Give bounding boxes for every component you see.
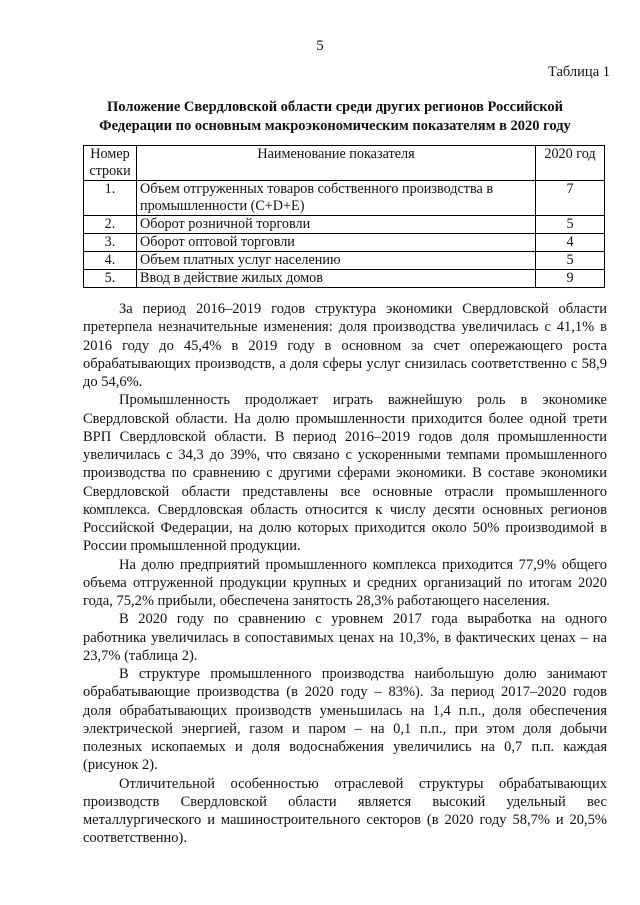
body-text xyxy=(83,300,607,848)
paragraph: За период 2016–2019 годов структура экономики Свердловской области претерпела незначительные изменения: доля производства увеличилась с 41,1% в 2016 году до 45,4% в 2019 году в основном за счет опережающего роста обрабатывающих производств, а доля сферы услуг снизилась соответственно с 58,9 до 54,6%. xyxy=(83,301,607,390)
indicator-name: Оборот розничной торговли xyxy=(137,216,536,234)
table-row xyxy=(84,216,605,234)
rank-value: 4 xyxy=(536,234,605,252)
row-number: 5. xyxy=(84,270,137,288)
paragraph: В структуре промышленного производства наибольшую долю занимают обрабатывающие производства (в 2020 году – 83%). За период 2017–2020 годов доля обрабатывающих производств уменьшилась на 1,4 п.п., доля обеспечения электрической энергией, газом и паром – на 0,1 п.п., при этом доля добычи полезных ископаемых и доля водоснабжения увеличились на 0,7 п.п. каждая (рисунок 2). xyxy=(83,666,607,774)
table-title xyxy=(60,98,610,136)
indicator-name: Оборот оптовой торговли xyxy=(137,234,536,252)
page-number: 5 xyxy=(316,38,324,54)
indicator-name: Ввод в действие жилых домов xyxy=(137,270,536,288)
rank-value: 7 xyxy=(536,181,605,216)
rank-value: 5 xyxy=(536,216,605,234)
rank-value: 5 xyxy=(536,252,605,270)
rank-value: 9 xyxy=(536,270,605,288)
table-header-row xyxy=(84,146,605,181)
table-row xyxy=(84,181,605,216)
row-number: 3. xyxy=(84,234,137,252)
header-row-number xyxy=(84,146,137,181)
table-row xyxy=(84,270,605,288)
row-number: 2. xyxy=(84,216,137,234)
header-row-number-line-2: строки xyxy=(89,163,131,179)
indicator-name: Объем платных услуг населению xyxy=(137,252,536,270)
header-indicator-name: Наименование показателя xyxy=(137,146,536,181)
paragraph: Отличительной особенностью отраслевой структуры обрабатывающих производств Свердловской области является высокий удельный вес металлургического и машиностроительного секторов (в 2020 году 58,7% и 20,5% соответственно). xyxy=(83,775,607,847)
header-row-number-line-1: Номер xyxy=(90,146,130,162)
row-number: 1. xyxy=(84,181,137,216)
indicator-name: Объем отгруженных товаров собственного производства в промышленности (C+D+E) xyxy=(137,181,536,216)
row-number: 4. xyxy=(84,252,137,270)
ranking-table xyxy=(83,145,605,288)
table-title-line-2: Федерации по основным макроэкономическим показателям в 2020 году xyxy=(99,118,571,134)
header-year: 2020 год xyxy=(536,146,605,181)
paragraph: В 2020 году по сравнению с уровнем 2017 года выработка на одного работника увеличилась в сопоставимых ценах на 10,3%, в фактических ценах – на 23,7% (таблица 2). xyxy=(83,611,607,664)
paragraph: Промышленность продолжает играть важнейшую роль в экономике Свердловской области. На долю промышленности приходится более одной трети ВРП Свердловской области. В период 2016–2019 годов доля промышленности увеличилась с 34,3 до 39%, что связано с ускоренными темпами промышленного производства по сравнению с другими сферами экономики. В составе экономики Свердловской области представлены все основные отрасли промышленного комплекса. Свердловская область относится к числу десяти основных регионов Российской Федерации, на долю которых приходится около 50% производимой в России промышленной продукции. xyxy=(83,392,607,555)
paragraph: На долю предприятий промышленного комплекса приходится 77,9% общего объема отгруженной продукции крупных и средних организаций по итогам 2020 года, 75,2% прибыли, обеспечена занятость 28,3% работающего населения. xyxy=(83,556,607,609)
table-row xyxy=(84,252,605,270)
table-row xyxy=(84,234,605,252)
table-label: Таблица 1 xyxy=(547,64,610,80)
table-title-line-1: Положение Свердловской области среди других регионов Российской xyxy=(106,99,563,115)
